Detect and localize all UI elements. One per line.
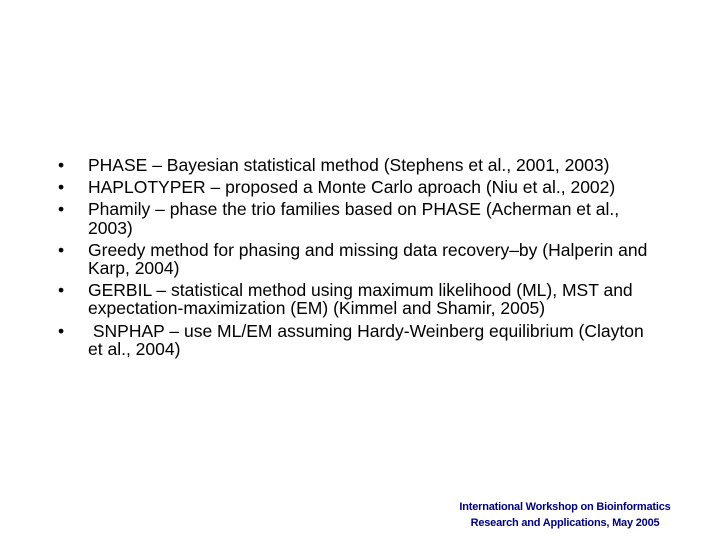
list-item (58, 200, 658, 236)
bullet-icon: • (58, 177, 65, 198)
bullet-icon: • (58, 199, 65, 220)
bullet-icon: • (58, 320, 65, 341)
list-item (58, 156, 658, 174)
list-item (58, 178, 658, 196)
bullet-text: PHASE – Bayesian statistical method (Stephens et al., 2001, 2003) (88, 155, 610, 175)
list-item (58, 322, 658, 358)
bullet-text: Phamily – phase the trio families based on PHASE (Acherman et al., 2003) (88, 199, 620, 238)
bullet-icon: • (58, 280, 65, 301)
bullet-list (58, 156, 658, 362)
bullet-icon: • (58, 155, 65, 175)
bullet-icon: • (58, 239, 65, 260)
footer-line-1: International Workshop on Bioinformatics (459, 501, 671, 513)
bullet-text: HAPLOTYPER – proposed a Monte Carlo aproach (Niu et al., 2002) (88, 177, 616, 198)
bullet-text: GERBIL – statistical method using maximum likelihood (ML), MST and expectation-maximization (EM) (Kimmel and Shamir, 2005) (88, 280, 633, 319)
list-item (58, 241, 658, 277)
bullet-text: Greedy method for phasing and missing data recovery–by (Halperin and Karp, 2004) (88, 239, 648, 279)
bullet-text: SNPHAP – use ML/EM assuming Hardy-Weinberg equilibrium (Clayton et al., 2004) (88, 320, 649, 359)
slide-footer (420, 500, 710, 531)
list-item (58, 281, 658, 317)
footer-line-2: Research and Applications, May 2005 (470, 516, 660, 529)
